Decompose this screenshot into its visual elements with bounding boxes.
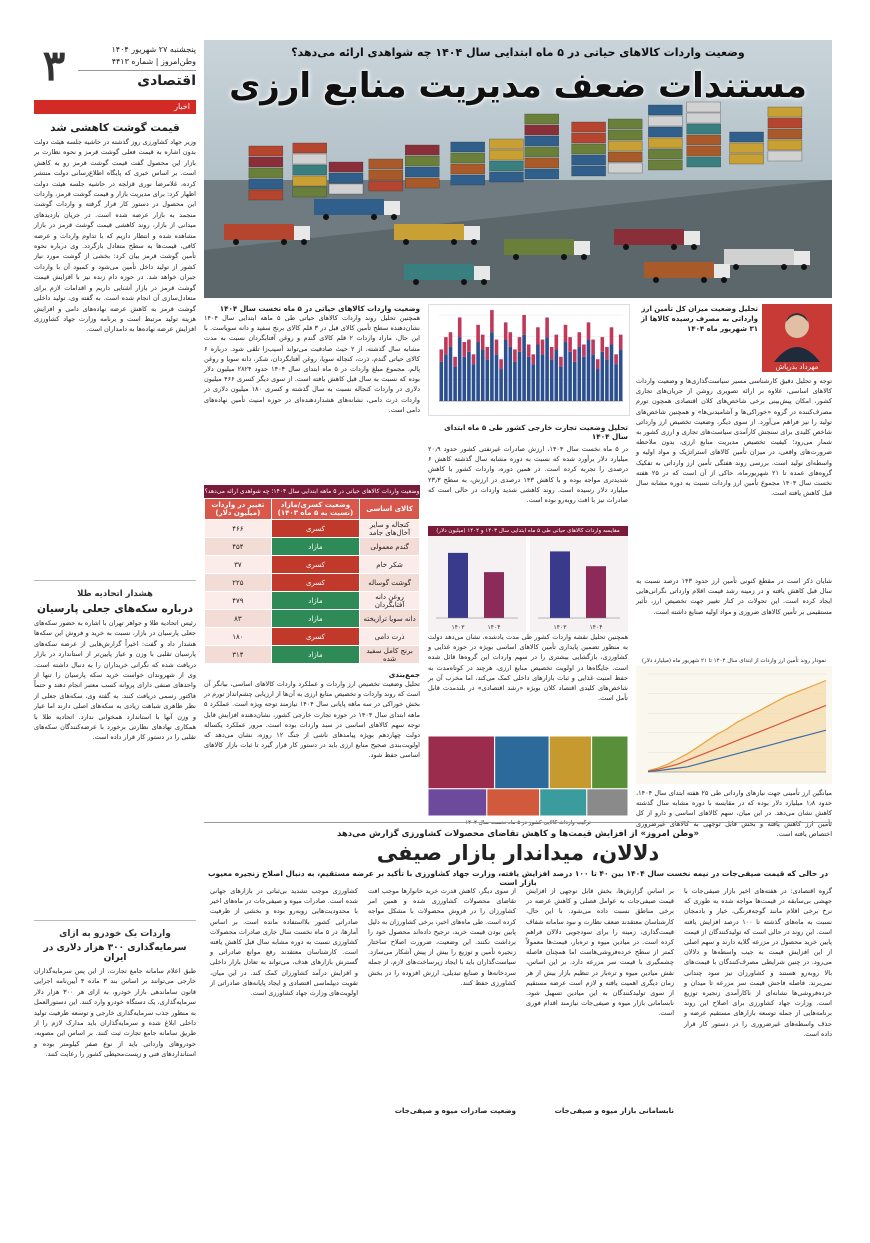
shipping-container — [525, 169, 559, 179]
bar — [490, 332, 494, 401]
truck-container — [504, 239, 574, 255]
chart-caption: نمودار روند تأمین ارز واردات از ابتدای سال ۱۴۰۴ تا ۲۱ شهریور ماه (میلیارد دلار) — [641, 658, 827, 664]
treemap-block — [428, 789, 487, 816]
news-label: اخبار — [34, 100, 196, 114]
shipping-container — [768, 140, 802, 150]
treemap-block — [549, 736, 591, 789]
tick-label: ۱۴۰۳ — [553, 624, 567, 631]
shipping-container — [768, 118, 802, 128]
bar — [490, 310, 494, 332]
author-name: مهرداد بذرپاش — [762, 362, 832, 372]
import-treemap — [428, 736, 628, 816]
treemap-block — [487, 789, 540, 816]
bar — [564, 342, 568, 401]
shipping-container — [648, 116, 682, 126]
bar — [499, 359, 503, 369]
bar — [555, 335, 559, 350]
lead-column-1: گروه اقتصادی: در هفته‌های اخیر بازار صیفی‌جات با جهشی بی‌سابقه در قیمت‌ها مواجه شده به طوری که نرخ برخی اقلام مانند گوجه‌فرنگی، خیار و بادمجان نسبت به ماه‌های گذشته تا ۱۰۰ درصد افزایش یافته است. این روند در حالی است که تولیدکنندگان از قیمت پایین خرید محصول در مزرعه گلایه دارند و سهم اصلی از این افزایش قیمت به جیب واسطه‌ها و دلالان می‌رود. در چنین شرایطی مصرف‌کنندگان با قیمت‌های بالا روبه‌رو هستند و کشاورزان نیز سود چندانی نمی‌برند. فاصله فاحش قیمت سر مزرعه تا میدان و خرده‌فروشی‌ها نشانه‌ای از ناکارآمدی زنجیره توزیع است. وزارت جهاد کشاورزی برای اصلاح این روند برنامه‌هایی از جمله توسعه بازارهای مستقیم عرضه و حذف واسطه‌های غیرضروری را در دستور کار قرار داده است. — [684, 887, 832, 1038]
shipping-container — [451, 164, 485, 174]
shipping-container — [293, 176, 327, 186]
bar — [610, 327, 614, 344]
truck-wheel — [581, 254, 587, 260]
table-row — [205, 520, 420, 538]
imports-table — [204, 498, 420, 664]
avatar — [762, 304, 832, 362]
truck-wheel — [801, 264, 807, 270]
shipping-container — [405, 156, 439, 166]
bar — [586, 566, 606, 618]
shipping-container — [730, 132, 764, 142]
truck-wheel — [513, 254, 519, 260]
shipping-container — [249, 190, 283, 200]
shipping-container — [687, 113, 721, 123]
bar — [495, 354, 499, 401]
bar — [481, 349, 485, 401]
bar — [564, 325, 568, 342]
story-kicker: هشدار اتحادیه طلا — [77, 589, 153, 599]
bar — [472, 364, 476, 401]
bar — [509, 332, 513, 347]
table-header: وضعیت کسری/مازاد (نسبت به ۵ ماه ۱۴۰۳) — [271, 499, 359, 520]
treemap-block — [587, 789, 628, 816]
table-cell-value: ۲۲۵ — [205, 574, 272, 592]
conclusion-label: جمع‌بندی — [388, 670, 420, 679]
tick-label: ۱۴۰۴ — [589, 624, 603, 631]
bar — [605, 347, 609, 359]
bar — [504, 322, 508, 339]
bar — [509, 347, 513, 401]
table-cell-status: کسری — [271, 574, 359, 592]
table-cell-item: دانه سویا ترازیخته — [360, 610, 420, 628]
chart-title: مقایسه واردات کالاهای حیاتی طی ۵ ماه ابتدایی سال ۱۴۰۳ و ۱۴۰۴ (میلیون دلار) — [428, 526, 628, 536]
truck-container — [394, 224, 464, 240]
table-cell-status: مازاد — [271, 538, 359, 556]
shipping-container — [293, 187, 327, 197]
bar — [527, 357, 531, 401]
truck-wheel — [371, 214, 377, 220]
shipping-container — [572, 144, 606, 154]
bar — [495, 340, 499, 355]
shipping-container — [608, 152, 642, 162]
sidebar-story-gold — [34, 580, 196, 908]
sidebar-story-meat — [34, 118, 196, 577]
lead-kicker: «وطن امروز» از افزایش قیمت‌ها و کاهش تقاضای محصولات کشاورزی گزارش می‌دهد — [336, 829, 700, 839]
treemap-block — [592, 736, 628, 789]
bar — [578, 332, 582, 347]
truck-container — [644, 262, 714, 278]
shipping-container — [293, 143, 327, 153]
truck-wheel — [233, 239, 239, 245]
truck-container — [724, 249, 794, 265]
bar — [449, 347, 453, 401]
table-cell-value: ۳۱۴ — [205, 646, 272, 664]
bar — [467, 352, 471, 401]
bar — [555, 349, 559, 401]
table-row — [205, 592, 420, 610]
table-cell-value: ۴۵۴ — [205, 538, 272, 556]
main-story — [204, 40, 832, 1230]
column-body: توجه و تحلیل دقیق کارشناسی مسیر سیاست‌گذاری‌ها و وضعیت واردات کالاهای اساسی، علاوه بر ارائه تصویری روشن از جریان‌های تجاری کشور، امکان پیش‌بینی برخی شاخص‌های کلان اقتصادی همچون تورم مصرف‌کننده در گروه «خوراکی‌ها و آشامیدنی‌ها» و همچنین شاخص‌های تولید را نیز فراهم می‌آورد. از سوی دیگر، وضعیت تخصیص ارز وارداتی شاخص کلیدی برای سنجش کارآمدی سیاست‌های تجاری و ارزی کشور به شمار می‌رود؛ کیفیت تخصیص مدیریت منابع ارزی، بدون ملاحظه ضرورت‌های واقعی، در میزان تأمین کالاهای استراتژیک و مواد اولیه و واسطه‌ای تولید است. بررسی روند هفتگی تأمین ارز وارداتی به تفکیک گروه‌های عمده تا ۲۱ شهریورماه، حاکی از آن است که در ۲۵ هفته نخست سال ۱۴۰۴ مجموع تأمین ارز واردات نسبت به دوره مشابه سال قبل کاهش یافته است. — [636, 377, 832, 498]
table-cell-status: مازاد — [271, 646, 359, 664]
bar — [476, 342, 480, 401]
table-row — [205, 610, 420, 628]
truck-wheel — [781, 264, 787, 270]
bar — [559, 357, 563, 367]
shipping-container — [451, 142, 485, 152]
shipping-container — [687, 157, 721, 167]
column-caption: تحلیل وضعیت میزان کل تأمین ارز وارداتی به مصرف رسیده کالاها از ۳۱ شهریور ماه ۱۴۰۴ — [640, 305, 758, 333]
bar — [486, 359, 490, 401]
shipping-container — [608, 163, 642, 173]
bar — [458, 317, 462, 337]
bar — [472, 354, 476, 364]
bar — [619, 335, 623, 350]
table-cell-item: برنج کامل سفید شده — [360, 646, 420, 664]
shipping-container — [405, 145, 439, 155]
bar — [481, 335, 485, 350]
bar — [532, 364, 536, 401]
sidebar-story-car — [34, 920, 196, 1216]
issue-text: وطن‌امروز | شماره ۴۴۱۳ — [111, 57, 196, 66]
shipping-container — [249, 168, 283, 178]
bar — [522, 315, 526, 335]
lead-column-4: کشاورزی موجب تشدید بی‌ثباتی در بازارهای جهانی شده است. صادرات میوه و صیفی‌جات در ماه‌های اخیر با محدودیت‌هایی روبه‌رو بوده و بخشی از ظرفیت صادراتی کشور بلااستفاده مانده است. بر اساس آمارها، در ۵ ماه نخست سال جاری صادرات محصولات کشاورزی نسبت به دوره مشابه سال قبل کاهش یافته است. کارشناسان معتقدند رفع موانع صادراتی و گسترش بازارهای هدف، می‌تواند به تعادل بازار داخلی و افزایش درآمد کشاورزان کمک کند. در این میان، تقویت دیپلماسی اقتصادی و ایجاد پایانه‌های صادراتی از اولویت‌های وزارت جهاد کشاورزی است. — [210, 887, 358, 998]
bar — [545, 337, 549, 401]
treemap-block — [495, 736, 550, 789]
table-title: وضعیت واردات کالاهای حیاتی در ۵ ماهه ابتدایی سال ۱۴۰۴؛ چه شواهدی ارائه می‌دهد؟ — [204, 485, 420, 498]
shipping-container — [572, 122, 606, 132]
bar — [545, 317, 549, 337]
truck-container — [314, 199, 384, 215]
table-cell-value: ۴۷۹ — [205, 592, 272, 610]
bar — [453, 357, 457, 367]
shipping-container — [687, 124, 721, 134]
truck-container — [404, 264, 474, 280]
comparison-bar-chart-b — [530, 536, 628, 632]
bar — [453, 367, 457, 401]
bar — [467, 340, 471, 352]
masthead-date — [78, 44, 196, 68]
column-body-2: تحلیل وضعیت تخصیص ارز واردات و عملکرد واردات کالاهای اساسی، بیانگر آن است که روند واردات و تخصیص منابع ارزی به آن‌ها از ارزیابی چشم‌انداز تورم در بخش خوراکی در سه ماهه پایانی سال ۱۴۰۴ نیازمند توجه ویژه است. عملکرد ۵ ماهه ابتدای سال ۱۴۰۴ در حوزه تجارت خارجی کشور، نشان‌دهنده افزایش قابل توجه سهم کالاهای اساسی در سبد واردات بوده است. مرور عملکرد یکساله دولت چهاردهم بویژه پیامدهای ناشی از جنگ ۱۲ روزه، نشان می‌دهد که اولویت‌بندی صحیح منابع ارزی باید در دستور کار قرار گیرد تا ثبات بازار کالاهای اساسی حفظ شود. — [204, 680, 420, 760]
column-body-3: میانگین ارز تأمینی جهت نیازهای وارداتی طی ۲۵ هفته ابتدای سال ۱۴۰۴، حدود ۱٫۸ میلیارد دلار بوده که در مقایسه با دوره مشابه سال گذشته کاهش نشان می‌دهد. در این میان، سهم کالاهای اساسی و دارو از کل تأمین ارز کاهش یافته و بخش قابل توجهی به کالاهای غیرضروری اختصاص یافته است. — [636, 789, 832, 838]
shipping-container — [489, 139, 523, 149]
table-cell-item: کنجاله و سایر آخال‌های جامد — [360, 520, 420, 538]
truck-wheel — [691, 244, 697, 250]
shipping-container — [405, 178, 439, 188]
shipping-container — [451, 153, 485, 163]
line-chart — [636, 666, 832, 784]
bar — [536, 344, 540, 401]
lead-column-3: از سوی دیگر، کاهش قدرت خرید خانوارها موجب افت تقاضای محصولات کشاورزی شده و همین امر کشاورزان را در فروش محصولات با مشکل مواجه کرده است. طی ماه‌های اخیر، برخی کشاورزان به دلیل پایین بودن قیمت خرید، ترجیح داده‌اند محصول خود را برداشت نکنند. این وضعیت، ضرورت اصلاح ساختار زنجیره تأمین و توزیع را بیش از پیش آشکار می‌سازد. سیاست‌گذاران باید با ایجاد زیرساخت‌های لازم، از جمله سردخانه‌ها و صنایع تبدیلی، ارزش افزوده را در بخش کشاورزی حفظ کنند. — [368, 887, 516, 987]
bar — [486, 347, 490, 359]
headline: مستندات ضعف مدیریت منابع ارزی — [229, 66, 807, 106]
table-cell-item: ذرت دامی — [360, 628, 420, 646]
page-number: ۳ — [42, 41, 66, 90]
bar — [536, 327, 540, 344]
truck-wheel — [413, 279, 419, 285]
bar — [601, 352, 605, 401]
shipping-container — [489, 161, 523, 171]
shipping-container — [730, 143, 764, 153]
bar — [596, 369, 600, 401]
table-row — [205, 574, 420, 592]
bar — [440, 362, 444, 401]
bar — [605, 359, 609, 401]
shipping-container — [329, 184, 363, 194]
bar — [484, 572, 504, 618]
truck-cab — [574, 241, 590, 255]
column-body-2: شایان ذکر است در مقطع کنونی تأمین ارز حدود ۱۴۳ درصد نسبت به سال قبل کاهش یافته و در زمینه رشد قیمت اقلام وارداتی نگرانی‌هایی ایجاد کرده است. این تحولات در کنار تغییر جهت تخصیص ارز، تأثیر مستقیمی بر تأمین کالاهای ضروری و مواد اولیه صنایع داشته است. — [636, 577, 832, 616]
column-left — [204, 304, 420, 816]
bar — [541, 354, 545, 401]
bar — [532, 354, 536, 364]
shipping-container — [648, 160, 682, 170]
table-cell-status: کسری — [271, 628, 359, 646]
bar — [587, 322, 591, 339]
shipping-container — [648, 105, 682, 115]
bar — [463, 342, 467, 357]
truck-wheel — [461, 279, 467, 285]
shipping-container — [687, 146, 721, 156]
table-row — [205, 538, 420, 556]
shipping-container — [293, 165, 327, 175]
story-body: وزیر جهاد کشاورزی روز گذشته در حاشیه جلسه هیئت دولت بدون اشاره به قیمت فعلی گوشت قرمز و نحوه نظارت بر بازار این محصول گفت قیمت گوشت قرمز رو به کاهش است. بر اساس خبری که پایگاه اطلاع‌رسانی دولت منتشر کرده، غلامرضا نوری قزلجه در حاشیه جلسه هیئت دولت اظهار کرد: برای مدیریت بازار و قیمت گوشت قرمز، واردات این محصول در دستور کار قرار گرفته و واردات گوشت منجمد به بازار عرضه شده است. در جریان بازدیدهای میدانی از بازار، روند کاهشی قیمت گوشت قرمز در بازار مشاهده شده و انتظار داریم که با تداوم واردات و عرضه کافی، قیمت‌ها به سطح متعادل بازگردد. وی درباره نحوه تأمین گوشت قرمز بیان کرد: بخشی از گوشت مورد نیاز کشور از تولید داخل تأمین می‌شود و کمبود آن با واردات جبران خواهد شد. در حوزه دام زنده نیز با افزایش قیمت گوشت قرمز در بازار آشنایی داریم و اقدامات لازم برای متعادل‌سازی آن انجام شده است. به گفته وی، تولید داخلی گوشت قرمز به کاهش عرضه نهاده‌های دامی و افزایش هزینه تولید مرتبط است و برنامه وزارت جهاد کشاورزی افزایش عرضه نهاده‌ها به دامداران است. — [34, 138, 196, 334]
table-row — [205, 556, 420, 574]
table-cell-status: کسری — [271, 556, 359, 574]
shipping-container — [572, 155, 606, 165]
bar — [550, 359, 554, 401]
story-body: رئیس اتحادیه طلا و جواهر تهران با اشاره به حضور سکه‌های جعلی پارسیان در بازار، نسبت به خرید و فروش این سکه‌ها هشدار داد و گفت: اخیراً گزارش‌هایی از عرضه سکه‌های پارسیان تقلبی با وزن و عیار پایین‌تر از استاندارد در بازار دریافت شده که نگرانی خریداران را به دنبال داشته است. وی از شهروندان خواست خرید سکه پارسیان را تنها از واحدهای صنفی دارای پروانه کسب معتبر انجام دهند و حتماً فاکتور رسمی دریافت کنند. به گفته وی، سکه‌های جعلی از نظر ظاهری شباهت زیادی به سکه‌های اصلی دارند اما عیار و وزن آنها با استاندارد همخوانی ندارد. اتحادیه طلا با همکاری نهادهای نظارتی برخورد با عرضه‌کنندگان سکه‌های تقلبی را در دستور کار قرار داده است. — [34, 619, 196, 742]
truck-wheel — [561, 254, 567, 260]
truck-cab — [464, 226, 480, 240]
lead-subhead: نابسامانی بازار میوه و صیفی‌جات — [554, 1106, 674, 1115]
shipping-container — [249, 157, 283, 167]
truck-cab — [794, 251, 810, 265]
chart-background — [428, 536, 526, 632]
story-body: طبق اعلام سامانه جامع تجارت، از این پس سرمایه‌گذاران خارجی می‌توانند بر اساس بند ۳ ماده ۴ آیین‌نامه اجرایی قانون ساماندهی بازار خودرو، به ازای هر ۳۰۰ هزار دلار سرمایه‌گذاری، یک دستگاه خودرو وارد کنند. این دستورالعمل به منظور جذب سرمایه‌گذاری خارجی و توسعه ظرفیت تولید داخلی ابلاغ شده و سرمایه‌گذاران باید مدارک لازم را از طریق سامانه جامع تجارت ثبت کنند. بر اساس این مصوبه، خودروهای وارداتی باید از نوع صفر کیلومتر بوده و استانداردهای فنی و زیست‌محیطی کشور را رعایت کنند. — [34, 967, 196, 1059]
truck-cab — [294, 226, 310, 240]
author-photo — [762, 304, 832, 362]
trade-bar-chart — [428, 304, 630, 416]
bar — [504, 340, 508, 401]
shipping-container — [249, 146, 283, 156]
bar — [550, 551, 570, 618]
truck-wheel — [623, 244, 629, 250]
table-header: تغییر در واردات (میلیون دلار) — [205, 499, 272, 520]
column-body: همچنین تحلیل روند واردات کالاهای حیاتی طی ۵ ماهه ابتدایی سال ۱۴۰۴ نشان‌دهنده سطح تأمین کالای قبل در ۳ قلم کالای برنج سفید و دانه سویاست. با این حال، مازاد واردات ۲ قلم کالای گندم و روغن آفتابگردان نسبت به مدت مشابه سال گذشته، از ۲ حیث صادقیت می‌تواند آسیب‌زا تلقی شود. درباره ۶ کالای حیاتی گندم، ذرت، کنجاله سویا، روغن آفتابگردان، شکر، دانه سویا و روغن پالم، مجموع مبلغ واردات در ۵ ماه ابتدای سال ۱۴۰۴ حدود ۲۸۲۴ میلیون دلار بوده که نسبت به سال قبل کاهش یافته است. از سوی دیگر کسری ۴۶۶ میلیون دلاری در واردات کنجاله نسبت به سال گذشته و کسری ۱۸۰ میلیون دلاری در واردات ذرت دامی، نشانه‌های هشداردهنده‌ای در حوزه امنیت تأمین نهاده‌های دامی است. — [204, 314, 421, 414]
lead-column-2: بر اساس گزارش‌ها، بخش قابل توجهی از افزایش قیمت صیفی‌جات به عوامل فصلی و کاهش عرضه در برخی مناطق نسبت داده می‌شود. با این حال، کارشناسان معتقدند ضعف نظارت و نبود سامانه شفاف قیمت‌گذاری، زمینه را برای سودجویی دلالان فراهم کرده است. در میادین میوه و تره‌بار، قیمت‌ها معمولاً کمتر از سطح خرده‌فروشی‌هاست اما همچنان فاصله چشمگیری با قیمت سر مزرعه دارد. بر این اساس، نقش میادین میوه و تره‌بار در تنظیم بازار بیش از هر زمان دیگری اهمیت یافته و لازم است عرضه مستقیم از سوی تولیدکنندگان به این میادین تسهیل شود. نابسامانی بازار میوه و صیفی‌جات نیازمند اقدام فوری است. — [526, 887, 674, 1018]
truck-cab — [684, 231, 700, 245]
shipping-container — [608, 130, 642, 140]
table-cell-value: ۴۶۶ — [205, 520, 272, 538]
shipping-container — [608, 141, 642, 151]
shipping-container — [768, 129, 802, 139]
shipping-container — [730, 154, 764, 164]
bar — [527, 344, 531, 356]
truck-cab — [474, 266, 490, 280]
story-title: واردات یک خودرو به ازای — [59, 929, 171, 939]
bar — [568, 352, 572, 401]
sidebar — [34, 40, 196, 1230]
bar — [513, 349, 517, 361]
comparison-bar-chart-a — [428, 536, 526, 632]
kicker: وضعیت واردات کالاهای حیاتی در ۵ ماه ابتدایی سال ۱۴۰۴ چه شواهدی ارائه می‌دهد؟ — [291, 46, 745, 59]
tick-label: ۱۴۰۴ — [487, 624, 501, 631]
chart-title: تحلیل وضعیت تجارت خارجی کشور طی ۵ ماه ابتدای سال ۱۴۰۴ — [444, 423, 628, 441]
bar — [578, 347, 582, 401]
truck-wheel — [323, 214, 329, 220]
bar — [582, 344, 586, 356]
bar — [444, 337, 448, 354]
table-row — [205, 646, 420, 664]
bar — [513, 362, 517, 401]
shipping-container — [768, 107, 802, 117]
truck-cab — [384, 201, 400, 215]
bar — [573, 362, 577, 401]
bar — [596, 359, 600, 369]
truck-wheel — [391, 214, 397, 220]
shipping-container — [572, 166, 606, 176]
bar — [476, 325, 480, 342]
table-cell-value: ۱۸۰ — [205, 628, 272, 646]
shipping-container — [687, 135, 721, 145]
truck-cab — [714, 264, 730, 278]
lead-story — [204, 822, 832, 1230]
section-title: اقتصادی — [78, 70, 196, 89]
port-photo — [204, 40, 832, 298]
shipping-container — [369, 181, 403, 191]
bar — [619, 349, 623, 401]
table-cell-status: کسری — [271, 520, 359, 538]
column-title: وضعیت واردات کالاهای حیاتی در ۵ ماه نخست سال ۱۴۰۴ — [219, 304, 420, 313]
table-cell-item: گوشت گوساله — [360, 574, 420, 592]
shipping-container — [648, 138, 682, 148]
table-row — [205, 628, 420, 646]
bar — [518, 352, 522, 401]
truck-wheel — [721, 277, 727, 283]
story-title: قیمت گوشت کاهشی شد — [50, 122, 180, 134]
shipping-container — [249, 179, 283, 189]
shipping-container — [768, 151, 802, 161]
truck-wheel — [671, 244, 677, 250]
table-cell-value: ۳۷ — [205, 556, 272, 574]
column-body-2: همچنین تحلیل نقشه واردات کشور طی مدت یادشده، نشان می‌دهد دولت به منظور تضمین پایداری تأمین کالاهای اساسی بویژه در حوزه غذایی و کشاورزی، بازگشایی بیشتری را در سهم واردات این گروه‌ها قائل شده است. جایگاه‌ها در اولویت تخصیص منابع ارزی، هرچند در کوتاه‌مدت به حفظ امنیت غذایی و ثبات بازارهای داخلی کمک می‌کند، اما مخرب آن بر شاخص‌های کلیدی اقتصاد کلان بویژه «رشد اقتصادی» در بلندمدت قابل تأمل است. — [428, 633, 628, 703]
bar — [610, 344, 614, 401]
truck-container — [224, 224, 294, 240]
date-text: پنجشنبه ۲۷ شهریور ۱۴۰۴ — [111, 45, 196, 54]
table-cell-item: گندم معمولی — [360, 538, 420, 556]
lead-subhead: وضعیت صادرات میوه و صیفی‌جات — [394, 1106, 516, 1115]
shipping-container — [369, 159, 403, 169]
table-header: کالای اساسی — [360, 499, 420, 520]
bar — [518, 337, 522, 352]
shipping-container — [608, 119, 642, 129]
story-title-line2: سرمایه‌گذاری ۳۰۰ هزار دلاری در ایران — [43, 943, 187, 963]
truck-wheel — [281, 239, 287, 245]
shipping-container — [451, 175, 485, 185]
bar — [573, 349, 577, 361]
tick-label: ۱۴۰۳ — [451, 624, 465, 631]
table-cell-status: مازاد — [271, 592, 359, 610]
truck-wheel — [701, 277, 707, 283]
bar — [541, 340, 545, 355]
bar — [587, 340, 591, 401]
bar — [448, 553, 468, 618]
shipping-container — [525, 114, 559, 124]
bar — [444, 354, 448, 401]
shipping-container — [293, 154, 327, 164]
bar — [458, 337, 462, 401]
column-middle — [428, 304, 628, 826]
truck-wheel — [481, 279, 487, 285]
shipping-container — [525, 136, 559, 146]
treemap-title: ترکیب واردات کالایی کشور در ۵ ماه نخست سال ۱۴۰۴ — [465, 820, 591, 826]
lead-headline: دلالان، میداندار بازار صیفی — [376, 841, 660, 865]
lead-subheadline: در حالی که قیمت صیفی‌جات در نیمه نخست سال ۱۴۰۴ بین ۴۰ تا ۱۰۰ درصد افزایش یافته، وزارت جهاد کشاورزی با تأکید بر عرضه مستقیم، به دنبال اصلاح زنجیره معیوب بازار است — [207, 869, 829, 887]
column-right — [636, 304, 832, 838]
bar — [463, 357, 467, 401]
shipping-container — [525, 125, 559, 135]
truck-wheel — [301, 239, 307, 245]
story-title: درباره سکه‌های جعلی پارسیان — [36, 603, 194, 615]
shipping-container — [648, 127, 682, 137]
truck-wheel — [733, 264, 739, 270]
truck-wheel — [653, 277, 659, 283]
bar — [499, 369, 503, 401]
shipping-container — [489, 172, 523, 182]
shipping-container — [329, 173, 363, 183]
bar — [559, 367, 563, 401]
bar — [550, 347, 554, 359]
bar — [582, 357, 586, 401]
table-cell-item: شکر خام — [360, 556, 420, 574]
table-cell-value: ۸۳ — [205, 610, 272, 628]
bar — [522, 335, 526, 401]
bar — [591, 340, 595, 355]
truck-wheel — [451, 239, 457, 245]
truck-wheel — [471, 239, 477, 245]
treemap-block — [540, 789, 587, 816]
column-body: در ۵ ماه نخست سال ۱۴۰۴، ارزش صادرات غیرنفتی کشور حدود ۲۰٫۹ میلیارد دلار برآورد شده که نسبت به دوره مشابه سال گذشته کاهش ۶ درصدی را تجربه کرده است. در همین دوره، واردات کشور با کاهش شدیدتری مواجه بوده و با کاهش ۱۴۳ درصدی در ارزش، به سطح ۲۳٫۳ میلیارد دلار رسیده است. روند کاهشی شدید واردات در حالی است که صادرات نیز با افت روبه‌رو بوده است. — [428, 445, 628, 505]
bar — [449, 332, 453, 347]
shipping-container — [489, 150, 523, 160]
bar — [601, 337, 605, 352]
truck-wheel — [403, 239, 409, 245]
shipping-container — [369, 170, 403, 180]
table-cell-item: روغن دانه آفتابگردان — [360, 592, 420, 610]
bar — [614, 364, 618, 401]
truck-container — [614, 229, 684, 245]
bar — [591, 354, 595, 401]
table-cell-status: مازاد — [271, 610, 359, 628]
bar — [440, 349, 444, 361]
chart-background — [530, 536, 628, 632]
shipping-container — [525, 147, 559, 157]
bar — [614, 354, 618, 364]
bar — [568, 337, 572, 352]
shipping-container — [405, 167, 439, 177]
treemap-block — [428, 736, 495, 789]
shipping-container — [525, 158, 559, 168]
shipping-container — [648, 149, 682, 159]
shipping-container — [329, 162, 363, 172]
shipping-container — [572, 133, 606, 143]
